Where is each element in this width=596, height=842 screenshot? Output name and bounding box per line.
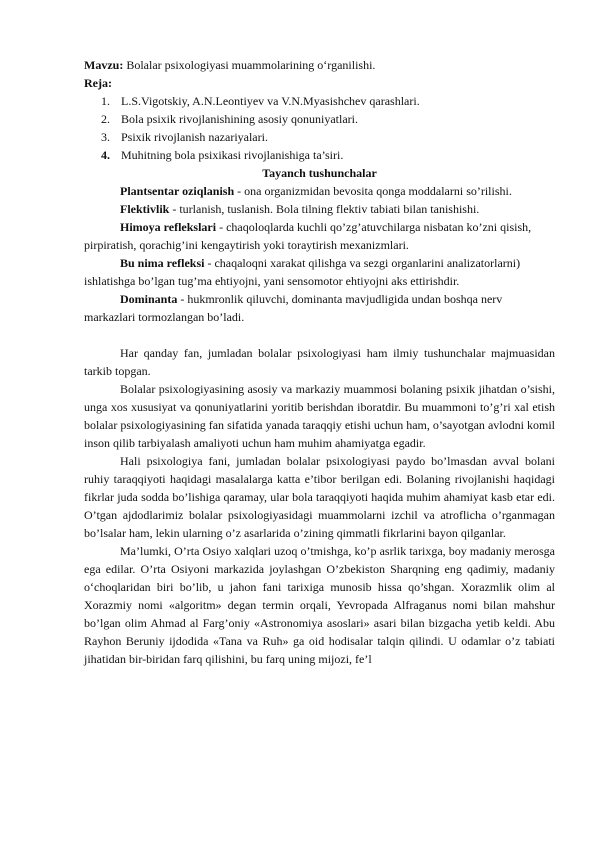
plan-item-text: L.S.Vigotskiy, A.N.Leontiyev va V.N.Myasishchev qarashlari. [121, 94, 420, 108]
plan-item-number: 2. [101, 112, 110, 126]
term-name: Plantsentar oziqlanish [120, 184, 235, 198]
body-paragraph: Ma’lumki, O’rta Osiyo xalqlari uzoq o’tmishga, ko’p asrlik tarixga, boy madaniy merosga ega edilar. O’rta Osiyoni markazida joylashgan O’zbekiston Sharqning eng qadimiy, madaniy o‘choqlaridan biri bo’lib, u jahon fani tarixiga munosib hissa qo’shgan. Xorazmlik olim al Xorazmiy nomi «algoritm» degan termin orqali, Yevropada Alfraganus nomi bilan mahshur bo’lgan olim Ahmad al Farg’oniy «Astronomiya asoslari» asari bilan bizgacha yetib keldi. Abu Rayhon Beruniy ijdodida «Tana va Ruh» ga oid hodisalar talqin qilindi. U odamlar o’z tabiati jihatidan bir-biridan farq qilishini, bu farq uning mijozi, fe’l [84, 544, 555, 666]
plan-item-number: 4. [101, 148, 110, 162]
topic-text: Bolalar psixologiyasi muammolarining o‘rganilishi. [123, 58, 376, 72]
plan-item-number: 1. [101, 94, 110, 108]
plan-item-text: Psixik rivojlanish nazariyalari. [121, 130, 268, 144]
term-name: Dominanta [120, 292, 178, 306]
term-name: Bu nima refleksi [120, 256, 205, 270]
term-definition [84, 218, 555, 254]
body-paragraph: Bolalar psixologiyasining asosiy va markaziy muammosi bolaning psixik jihatdan o’sishi, unga xos xususiyat va qonuniyatlarini yoritib berishdan iboratdir. Bu muammoni to’g’ri xal etish bolalar psixologiyasining fan sifatida yanada taraqqiy etishi uchun ham, o’sayotgan avlodni komil inson qilib tarbiyalash amaliyoti uchun ham muhim ahamiyatga egadir. [84, 382, 555, 450]
key-concepts-heading: Tayanch tushunchalar [262, 166, 377, 180]
plan-item-text: Muhitning bola psixikasi rivojlanishiga ta’siri. [121, 148, 344, 162]
plan-label: Reja: [84, 76, 112, 90]
document-page [84, 56, 555, 668]
plan-item [84, 110, 555, 128]
term-name: Flektivlik [120, 202, 170, 216]
term-text: - ona organizmidan bevosita qonga moddalarni so’rilishi. [234, 184, 512, 198]
plan-item [84, 146, 555, 164]
term-definition [84, 182, 555, 200]
term-definition [84, 290, 555, 326]
plan-item-text: Bola psixik rivojlanishining asosiy qonuniyatlari. [121, 112, 358, 126]
body-paragraph: Hali psixologiya fani, jumladan bolalar psixologiyasi paydo bo’lmasdan avval bolani ruhiy taraqqiyoti haqidagi masalalarga katta e’tibor berilgan edi. Bolaning rivojlanishi haqidagi fikrlar juda sodda bo’lishiga qaramay, ular bola taraqqiyoti haqida muhim ahamiyat kasb etar edi. O’tgan ajdodlarimiz bolalar psixologiyasidagi muammolarni izchil va atroflicha o’rganmagan bo’lsalar ham, lekin ularning o’z asarlarida o’zining qimmatli fikrlarini bayon qilganlar. [84, 454, 555, 540]
topic-line [84, 56, 555, 74]
term-text: - turlanish, tuslanish. Bola tilning flektiv tabiati bilan tanishishi. [169, 202, 480, 216]
term-text: - chaqoloqlarda kuchli qo’zg’atuvchilarga nisbatan ko’zni qisish, pirpiratish, qorachig’ini kengaytirish yoki toraytirish mexanizmlari. [84, 220, 532, 252]
term-text: - chaqaloqni xarakat qilishga va sezgi organlarini analizatorlarni) ishlatishga bo’lgan tug’ma ehtiyojni, yani sensomotor ehtiyojni aks ettirishdir. [84, 256, 521, 288]
term-definition [84, 254, 555, 290]
body-paragraph: Har qanday fan, jumladan bolalar psixologiyasi ham ilmiy tushunchalar majmuasidan tarkib topgan. [84, 346, 555, 378]
plan-item [84, 92, 555, 110]
plan-item-number: 3. [101, 130, 110, 144]
term-text: - hukmronlik qiluvchi, dominanta mavjudligida undan boshqa nerv markazlari tormozlangan bo’ladi. [84, 292, 503, 324]
plan-item [84, 128, 555, 146]
topic-label: Mavzu: [84, 58, 124, 72]
term-definition [84, 200, 555, 218]
term-name: Himoya reflekslari [120, 220, 217, 234]
plan-list [84, 92, 555, 164]
paragraph-spacer [84, 326, 555, 344]
